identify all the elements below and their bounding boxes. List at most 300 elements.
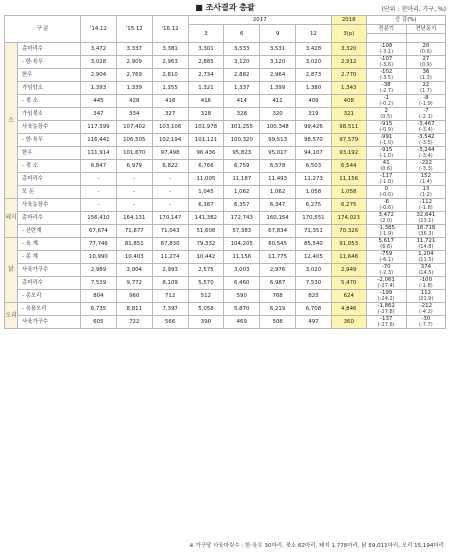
change-percent: (-0.9) bbox=[379, 127, 394, 133]
value-cell: 418 bbox=[152, 95, 188, 108]
value-cell: 107,402 bbox=[116, 121, 152, 134]
table-row bbox=[5, 95, 446, 108]
value-cell: 823 bbox=[296, 290, 332, 303]
value-cell: 11,156 bbox=[224, 251, 260, 264]
change-prev-quarter bbox=[366, 134, 406, 147]
header-2018: 2018 bbox=[331, 16, 366, 25]
value-cell: 1,058 bbox=[331, 186, 366, 199]
table-row bbox=[5, 134, 446, 147]
value-cell: 445 bbox=[81, 95, 117, 108]
value-cell: 104,205 bbox=[224, 238, 260, 251]
value-cell: 160,154 bbox=[260, 212, 296, 225]
table-row bbox=[5, 108, 446, 121]
value-cell: 11,156 bbox=[331, 173, 366, 186]
value-cell: 6,578 bbox=[260, 160, 296, 173]
change-percent: (-1.8) bbox=[419, 205, 433, 211]
value-cell: 3,020 bbox=[296, 264, 332, 277]
value-cell: 67,674 bbox=[81, 225, 117, 238]
row-label: - 산란계 bbox=[18, 225, 81, 238]
value-cell: 100,320 bbox=[224, 134, 260, 147]
value-cell: 70,326 bbox=[331, 225, 366, 238]
change-value: 27 bbox=[422, 56, 430, 62]
table-row bbox=[5, 173, 446, 186]
table-row bbox=[5, 186, 446, 199]
group-label: 닭 bbox=[5, 238, 18, 303]
value-cell: 93,192 bbox=[331, 147, 366, 160]
group-label: 돼지 bbox=[5, 199, 18, 238]
change-percent: (-1.8) bbox=[419, 283, 433, 289]
value-cell: 411 bbox=[260, 95, 296, 108]
value-cell: 1,355 bbox=[152, 82, 188, 95]
value-cell: 2,976 bbox=[260, 264, 296, 277]
value-cell: - bbox=[81, 186, 117, 199]
value-cell: 57,383 bbox=[224, 225, 260, 238]
value-cell: 71,877 bbox=[116, 225, 152, 238]
unit-note: (단위 : 천마리, 가구, %) bbox=[381, 6, 446, 13]
value-cell: 10,442 bbox=[188, 251, 224, 264]
value-cell: 11,005 bbox=[188, 173, 224, 186]
change-percent: (21.9) bbox=[418, 296, 434, 302]
value-cell: 390 bbox=[188, 316, 224, 329]
change-prev-year bbox=[406, 199, 445, 212]
value-cell: 170,551 bbox=[296, 212, 332, 225]
value-cell: 102,194 bbox=[152, 134, 188, 147]
change-percent: (-3.6) bbox=[379, 62, 394, 68]
value-cell: 6,503 bbox=[296, 160, 332, 173]
change-value: -915 bbox=[380, 147, 393, 153]
value-cell: 590 bbox=[224, 290, 260, 303]
change-percent: (-27.6) bbox=[377, 322, 395, 328]
table-row bbox=[5, 264, 446, 277]
value-cell: 624 bbox=[331, 290, 366, 303]
change-value: -199 bbox=[380, 290, 393, 296]
table-row bbox=[5, 69, 446, 82]
change-prev-year bbox=[406, 212, 445, 225]
change-prev-year bbox=[406, 290, 445, 303]
value-cell: 6,766 bbox=[188, 160, 224, 173]
value-cell: 7,530 bbox=[296, 277, 332, 290]
value-cell: 172,743 bbox=[224, 212, 260, 225]
change-value: -212 bbox=[419, 303, 432, 309]
value-cell: 2,885 bbox=[188, 56, 224, 69]
row-label: - 종오리 bbox=[18, 290, 81, 303]
change-prev-year bbox=[406, 147, 445, 160]
change-value: -102 bbox=[380, 69, 393, 75]
value-cell: 11,274 bbox=[152, 251, 188, 264]
header-row-1 bbox=[5, 16, 446, 25]
value-cell: 8,109 bbox=[152, 277, 188, 290]
value-cell: 5,570 bbox=[188, 277, 224, 290]
value-cell: 414 bbox=[224, 95, 260, 108]
row-label: 사육가구수 bbox=[18, 316, 81, 329]
value-cell: 6,979 bbox=[116, 160, 152, 173]
change-prev-quarter bbox=[366, 290, 406, 303]
value-cell: 1,321 bbox=[188, 82, 224, 95]
value-cell: 334 bbox=[116, 108, 152, 121]
value-cell: 320 bbox=[260, 108, 296, 121]
change-prev-quarter bbox=[366, 147, 406, 160]
change-value: -1,385 bbox=[377, 225, 395, 231]
value-cell: 1,399 bbox=[260, 82, 296, 95]
table-row bbox=[5, 290, 446, 303]
change-percent: (-4.2) bbox=[419, 309, 433, 315]
value-cell: 768 bbox=[260, 290, 296, 303]
value-cell: 409 bbox=[296, 95, 332, 108]
value-cell: 164,131 bbox=[116, 212, 152, 225]
value-cell: 97,579 bbox=[331, 134, 366, 147]
value-cell: 2,810 bbox=[152, 69, 188, 82]
change-prev-year bbox=[406, 303, 445, 316]
change-prev-quarter bbox=[366, 69, 406, 82]
change-percent: (-3.1) bbox=[379, 49, 394, 55]
value-cell: 11,273 bbox=[296, 173, 332, 186]
value-cell: 101,255 bbox=[224, 121, 260, 134]
change-percent: (-3.5) bbox=[419, 140, 433, 146]
value-cell: 87,830 bbox=[152, 238, 188, 251]
value-cell: 101,978 bbox=[188, 121, 224, 134]
value-cell: 960 bbox=[116, 290, 152, 303]
value-cell: 3,531 bbox=[260, 43, 296, 56]
value-cell: 2,882 bbox=[224, 69, 260, 82]
value-cell: 71,043 bbox=[152, 225, 188, 238]
value-cell: 3,120 bbox=[260, 56, 296, 69]
change-percent: (0.6) bbox=[419, 49, 432, 55]
change-value: -1 bbox=[383, 95, 389, 101]
value-cell: - bbox=[152, 186, 188, 199]
value-cell: 71,351 bbox=[296, 225, 332, 238]
change-percent: (-27.4) bbox=[377, 283, 395, 289]
change-prev-year bbox=[406, 95, 445, 108]
change-percent: (1.2) bbox=[419, 192, 432, 198]
value-cell: 3,337 bbox=[116, 43, 152, 56]
change-value: -8 bbox=[423, 95, 429, 101]
header-col-15-12: '15.12 bbox=[116, 16, 152, 43]
value-cell: 6,387 bbox=[188, 199, 224, 212]
value-cell: 12,405 bbox=[296, 251, 332, 264]
table-row bbox=[5, 147, 446, 160]
value-cell: - bbox=[116, 199, 152, 212]
value-cell: 2,904 bbox=[81, 69, 117, 82]
header-prev-year-unit bbox=[406, 34, 445, 43]
change-percent: (14.5) bbox=[418, 270, 434, 276]
header-change: 증 감(%) bbox=[366, 16, 445, 25]
change-value: 41 bbox=[382, 160, 390, 166]
change-prev-year bbox=[406, 160, 445, 173]
value-cell: 11,493 bbox=[260, 173, 296, 186]
value-cell: 428 bbox=[116, 95, 152, 108]
change-percent: (-2.1) bbox=[419, 114, 433, 120]
change-value: 112 bbox=[420, 290, 432, 296]
change-value: -70 bbox=[381, 264, 391, 270]
change-value: 20 bbox=[422, 43, 430, 49]
value-cell: 360 bbox=[331, 316, 366, 329]
table-row bbox=[5, 160, 446, 173]
change-prev-quarter bbox=[366, 43, 406, 56]
row-label: 총마리수 bbox=[18, 212, 81, 225]
value-cell: 10,403 bbox=[116, 251, 152, 264]
change-value: 18,718 bbox=[416, 225, 436, 231]
value-cell: - bbox=[152, 199, 188, 212]
change-value: -3,467 bbox=[417, 121, 435, 127]
value-cell: 6,275 bbox=[296, 199, 332, 212]
value-cell: 5,058 bbox=[188, 303, 224, 316]
value-cell: 6,357 bbox=[224, 199, 260, 212]
value-cell: 77,746 bbox=[81, 238, 117, 251]
change-value: 374 bbox=[420, 264, 432, 270]
value-cell: 2,769 bbox=[116, 69, 152, 82]
statistics-table bbox=[4, 15, 446, 329]
change-prev-quarter bbox=[366, 186, 406, 199]
value-cell: - bbox=[116, 173, 152, 186]
value-cell: 3,381 bbox=[152, 43, 188, 56]
value-cell: 103,106 bbox=[152, 121, 188, 134]
change-percent: (-27.8) bbox=[377, 309, 395, 315]
row-label: 가임젖소 bbox=[18, 108, 81, 121]
value-cell: 51,608 bbox=[188, 225, 224, 238]
value-cell: 174,023 bbox=[331, 212, 366, 225]
table-row bbox=[5, 56, 446, 69]
row-label: 사육농장수 bbox=[18, 199, 81, 212]
change-value: -108 bbox=[380, 43, 393, 49]
header-m9: 9 bbox=[260, 25, 296, 43]
footnote: ※ 가구당 사육마릿수 : 한·육우 30마리, 젖소 62마리, 돼지 1,778마리, 닭 59,011마리, 오리 15,194마리 bbox=[189, 543, 444, 549]
value-cell: - bbox=[81, 173, 117, 186]
row-label: - 젖 소 bbox=[18, 95, 81, 108]
change-percent: (1.7) bbox=[419, 88, 432, 94]
value-cell: 469 bbox=[224, 316, 260, 329]
row-label: 가임암소 bbox=[18, 82, 81, 95]
value-cell: 95,823 bbox=[224, 147, 260, 160]
value-cell: 1,343 bbox=[331, 82, 366, 95]
value-cell: 100,348 bbox=[260, 121, 296, 134]
change-value: -991 bbox=[380, 134, 393, 140]
table-row bbox=[5, 316, 446, 329]
header-category: 구 분 bbox=[5, 16, 81, 43]
row-label: 사육농장수 bbox=[18, 121, 81, 134]
value-cell: - bbox=[116, 186, 152, 199]
change-value: 36 bbox=[422, 69, 430, 75]
table-row bbox=[5, 199, 446, 212]
change-value: 13 bbox=[422, 186, 430, 192]
table-row bbox=[5, 43, 446, 56]
change-prev-year bbox=[406, 264, 445, 277]
value-cell: 416 bbox=[188, 95, 224, 108]
value-cell: 6,822 bbox=[152, 160, 188, 173]
change-percent: (0.5) bbox=[380, 114, 393, 120]
value-cell: 94,107 bbox=[296, 147, 332, 160]
change-value: 5,617 bbox=[378, 238, 394, 244]
value-cell: 3,301 bbox=[188, 43, 224, 56]
change-prev-quarter bbox=[366, 160, 406, 173]
row-label: 총마리수 bbox=[18, 277, 81, 290]
change-value: 0 bbox=[384, 186, 388, 192]
change-prev-year bbox=[406, 277, 445, 290]
row-label: - 젖 소 bbox=[18, 160, 81, 173]
value-cell: 117,399 bbox=[81, 121, 117, 134]
change-prev-year bbox=[406, 225, 445, 238]
header-col-14-12: '14.12 bbox=[81, 16, 117, 43]
row-label: - 한·육우 bbox=[18, 134, 81, 147]
value-cell: 10,990 bbox=[81, 251, 117, 264]
value-cell: 508 bbox=[260, 316, 296, 329]
table-row bbox=[5, 251, 446, 264]
change-prev-year bbox=[406, 134, 445, 147]
value-cell: 11,646 bbox=[331, 251, 366, 264]
value-cell: 99,426 bbox=[296, 121, 332, 134]
value-cell: 11,775 bbox=[260, 251, 296, 264]
change-prev-quarter bbox=[366, 238, 406, 251]
value-cell: 111,914 bbox=[81, 147, 117, 160]
change-prev-year bbox=[406, 69, 445, 82]
value-cell: 170,147 bbox=[152, 212, 188, 225]
value-cell: 106,505 bbox=[116, 134, 152, 147]
value-cell: 1,380 bbox=[296, 82, 332, 95]
row-label: 모 돈 bbox=[18, 186, 81, 199]
value-cell: 9,772 bbox=[116, 277, 152, 290]
value-cell: 722 bbox=[116, 316, 152, 329]
page-title: ■ 조사결과 총괄 bbox=[195, 3, 255, 12]
change-percent: (2.0) bbox=[380, 218, 393, 224]
value-cell: 2,912 bbox=[331, 56, 366, 69]
change-value: -137 bbox=[380, 316, 393, 322]
change-percent: (0.9) bbox=[419, 62, 432, 68]
change-prev-quarter bbox=[366, 173, 406, 186]
change-prev-quarter bbox=[366, 199, 406, 212]
change-prev-quarter bbox=[366, 108, 406, 121]
value-cell: 328 bbox=[224, 108, 260, 121]
header-m6: 6 bbox=[224, 25, 260, 43]
change-value: 11,721 bbox=[416, 238, 436, 244]
change-prev-quarter bbox=[366, 82, 406, 95]
header-prev-year: 전년동기 bbox=[406, 25, 445, 34]
row-label: - 육용오리 bbox=[18, 303, 81, 316]
change-prev-quarter bbox=[366, 303, 406, 316]
change-value: -915 bbox=[380, 121, 393, 127]
change-percent: (-1.9) bbox=[379, 231, 394, 237]
value-cell: 97,498 bbox=[152, 147, 188, 160]
change-percent: (-1.0) bbox=[379, 140, 394, 146]
value-cell: 6,708 bbox=[296, 303, 332, 316]
change-prev-year bbox=[406, 173, 445, 186]
value-cell: 1,058 bbox=[296, 186, 332, 199]
change-percent: (-7.7) bbox=[419, 322, 433, 328]
change-value: -6 bbox=[383, 199, 389, 205]
value-cell: 7,397 bbox=[152, 303, 188, 316]
value-cell: 6,847 bbox=[81, 160, 117, 173]
change-percent: (11.5) bbox=[418, 257, 434, 263]
value-cell: 327 bbox=[152, 108, 188, 121]
value-cell: 141,382 bbox=[188, 212, 224, 225]
value-cell: 101,670 bbox=[116, 147, 152, 160]
change-percent: (1.4) bbox=[419, 179, 432, 185]
value-cell: 96,436 bbox=[188, 147, 224, 160]
change-value: 22 bbox=[422, 82, 430, 88]
value-cell: 101,121 bbox=[188, 134, 224, 147]
value-cell: 1,339 bbox=[116, 82, 152, 95]
change-value: -759 bbox=[380, 251, 393, 257]
value-cell: 85,540 bbox=[296, 238, 332, 251]
change-percent: (-1.0) bbox=[379, 179, 394, 185]
value-cell: 2,949 bbox=[331, 264, 366, 277]
change-value: -107 bbox=[380, 56, 393, 62]
table-body bbox=[5, 16, 446, 329]
value-cell: 79,332 bbox=[188, 238, 224, 251]
row-label: - 종 계 bbox=[18, 251, 81, 264]
value-cell: 7,539 bbox=[81, 277, 117, 290]
value-cell: 80,545 bbox=[260, 238, 296, 251]
value-cell: 1,337 bbox=[224, 82, 260, 95]
value-cell: - bbox=[81, 199, 117, 212]
value-cell: 605 bbox=[81, 316, 117, 329]
header-m12: 12 bbox=[296, 25, 332, 43]
change-value: -1,862 bbox=[377, 303, 395, 309]
value-cell: 6,987 bbox=[260, 277, 296, 290]
change-percent: (-0.2) bbox=[379, 101, 394, 107]
group-label: 소 bbox=[5, 43, 18, 199]
change-prev-year bbox=[406, 121, 445, 134]
change-percent: (-6.1) bbox=[379, 257, 394, 263]
change-prev-quarter bbox=[366, 56, 406, 69]
header-m3: 3 bbox=[188, 25, 224, 43]
change-percent: (-0.0) bbox=[379, 192, 394, 198]
value-cell: 3,120 bbox=[224, 56, 260, 69]
value-cell: 98,570 bbox=[296, 134, 332, 147]
change-percent: (-3.5) bbox=[379, 75, 394, 81]
change-value: -117 bbox=[380, 173, 393, 179]
table-row bbox=[5, 225, 446, 238]
value-cell: 4,846 bbox=[331, 303, 366, 316]
table-row bbox=[5, 277, 446, 290]
value-cell: 3,028 bbox=[81, 56, 117, 69]
value-cell: 6,759 bbox=[224, 160, 260, 173]
group-label: 오리 bbox=[5, 303, 18, 329]
value-cell: - bbox=[152, 173, 188, 186]
value-cell: 2,963 bbox=[152, 56, 188, 69]
table-row bbox=[5, 82, 446, 95]
value-cell: 2,989 bbox=[81, 264, 117, 277]
value-cell: 2,770 bbox=[331, 69, 366, 82]
table-row bbox=[5, 212, 446, 225]
value-cell: 2,909 bbox=[116, 56, 152, 69]
value-cell: 98,511 bbox=[331, 121, 366, 134]
change-percent: (-24.2) bbox=[377, 296, 395, 302]
value-cell: 3,533 bbox=[224, 43, 260, 56]
value-cell: 321 bbox=[331, 108, 366, 121]
change-percent: (6.6) bbox=[380, 244, 393, 250]
header-prev-quarter-unit bbox=[366, 34, 406, 43]
table-row bbox=[5, 238, 446, 251]
change-prev-quarter bbox=[366, 251, 406, 264]
change-value: 3,472 bbox=[378, 212, 394, 218]
value-cell: 3,320 bbox=[331, 43, 366, 56]
row-label: 총마리수 bbox=[18, 173, 81, 186]
value-cell: 1,062 bbox=[260, 186, 296, 199]
change-value: -3,244 bbox=[417, 147, 435, 153]
row-label: 사육가구수 bbox=[18, 264, 81, 277]
value-cell: 156,410 bbox=[81, 212, 117, 225]
row-label: 한우 bbox=[18, 147, 81, 160]
value-cell: 5,470 bbox=[331, 277, 366, 290]
value-cell: 328 bbox=[188, 108, 224, 121]
change-percent: (-2.7) bbox=[379, 88, 394, 94]
value-cell: 81,851 bbox=[116, 238, 152, 251]
value-cell: 6,544 bbox=[331, 160, 366, 173]
change-percent: (1.3) bbox=[419, 75, 432, 81]
value-cell: 5,870 bbox=[224, 303, 260, 316]
change-prev-quarter bbox=[366, 225, 406, 238]
change-prev-year bbox=[406, 43, 445, 56]
value-cell: 6,735 bbox=[81, 303, 117, 316]
